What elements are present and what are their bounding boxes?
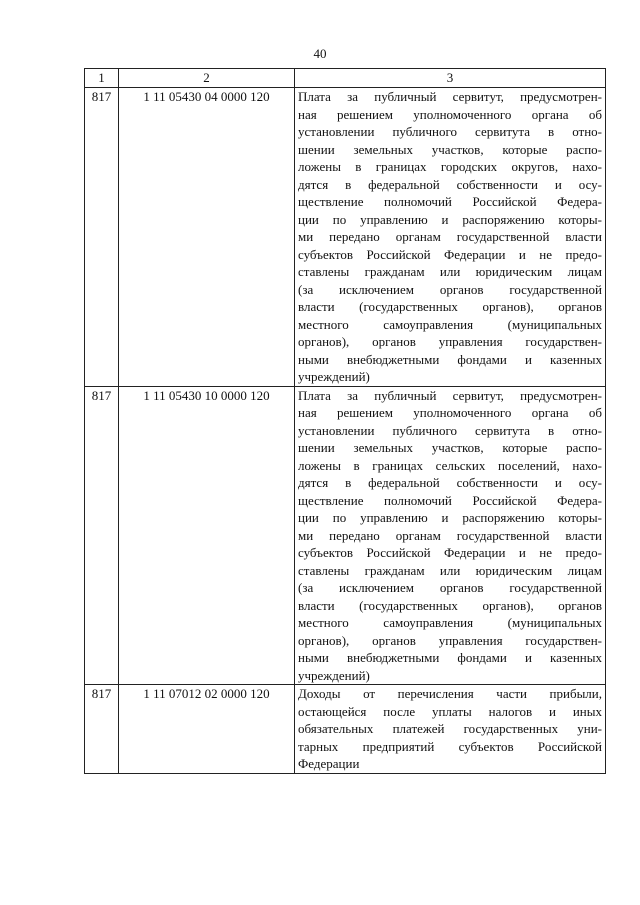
description-line: ставлены гражданам или юридическим лицам — [298, 562, 602, 578]
description-line: установлении публичного сервитута в отно- — [298, 422, 602, 438]
description-line: дятся в федеральной собственности и осу- — [298, 176, 602, 192]
description-line: органов), органов управления государствен- — [298, 334, 602, 349]
table-row — [85, 685, 606, 774]
revenue-description-cell — [295, 386, 606, 685]
description-line: ная решением уполномоченного органа об — [298, 405, 602, 420]
description-line: шении земельных участков, которые распо- — [298, 141, 602, 157]
column-header-3: 3 — [295, 69, 606, 88]
description-line: ложены в границах городских округов, нахо- — [298, 159, 602, 174]
revenue-code-cell: 1 11 05430 04 0000 120 — [119, 88, 295, 387]
description-line: обязательных платежей государственных уни- — [298, 721, 602, 736]
description-line: учреждений) — [298, 369, 370, 384]
description-line: ными внебюджетными фондами и казенных — [298, 650, 602, 665]
description-line: ществление полномочий Российской Федера- — [298, 492, 602, 508]
description-line: ными внебюджетными фондами и казенных — [298, 351, 602, 367]
revenue-description-cell — [295, 685, 606, 774]
description-line: местного самоуправления (муниципальных — [298, 316, 602, 332]
description-line: шении земельных участков, которые распо- — [298, 440, 602, 455]
description-line: дятся в федеральной собственности и осу- — [298, 475, 602, 490]
description-line: Федерации — [298, 756, 360, 771]
revenue-description-cell — [295, 88, 606, 387]
admin-code-cell: 817 — [85, 685, 119, 774]
admin-code-cell: 817 — [85, 386, 119, 685]
description-line: ставлены гражданам или юридическим лицам — [298, 264, 602, 279]
description-line: Доходы от перечисления части прибыли, — [298, 686, 602, 701]
description-line: ми передано органам государственной власти — [298, 229, 602, 244]
admin-code-cell: 817 — [85, 88, 119, 387]
revenue-code-cell: 1 11 05430 10 0000 120 — [119, 386, 295, 685]
description-line: учреждений) — [298, 667, 370, 683]
column-header-1: 1 — [85, 69, 119, 88]
table-header-row — [85, 69, 606, 88]
description-line: (за исключением органов государственной — [298, 281, 602, 297]
description-line: субъектов Российской Федерации и не предо- — [298, 246, 602, 262]
table-row — [85, 88, 606, 387]
budget-classification-table — [84, 68, 606, 774]
description-line: тарных предприятий субъектов Российской — [298, 738, 602, 754]
description-line: субъектов Российской Федерации и не предо- — [298, 545, 602, 560]
description-line: местного самоуправления (муниципальных — [298, 615, 602, 630]
revenue-code-cell: 1 11 07012 02 0000 120 — [119, 685, 295, 774]
description-line: власти (государственных органов), органов — [298, 299, 602, 314]
table-row — [85, 386, 606, 685]
page-number: 40 — [313, 46, 327, 61]
description-line: Плата за публичный сервитут, предусмотрен- — [298, 387, 602, 403]
description-line: ществление полномочий Российской Федера- — [298, 194, 602, 209]
description-line: ложены в границах сельских поселений, нахо- — [298, 457, 602, 473]
column-header-2: 2 — [119, 69, 295, 88]
description-line: ми передано органам государственной власти — [298, 527, 602, 543]
description-line: установлении публичного сервитута в отно- — [298, 124, 602, 139]
description-line: органов), органов управления государствен- — [298, 632, 602, 648]
description-line: ции по управлению и распоряжению которы- — [298, 211, 602, 227]
description-line: (за исключением органов государственной — [298, 580, 602, 595]
description-line: остающейся после уплаты налогов и иных — [298, 703, 602, 719]
description-line: власти (государственных органов), органов — [298, 597, 602, 613]
description-line: ции по управлению и распоряжению которы- — [298, 510, 602, 525]
description-line: ная решением уполномоченного органа об — [298, 106, 602, 122]
description-line: Плата за публичный сервитут, предусмотрен- — [298, 89, 602, 104]
